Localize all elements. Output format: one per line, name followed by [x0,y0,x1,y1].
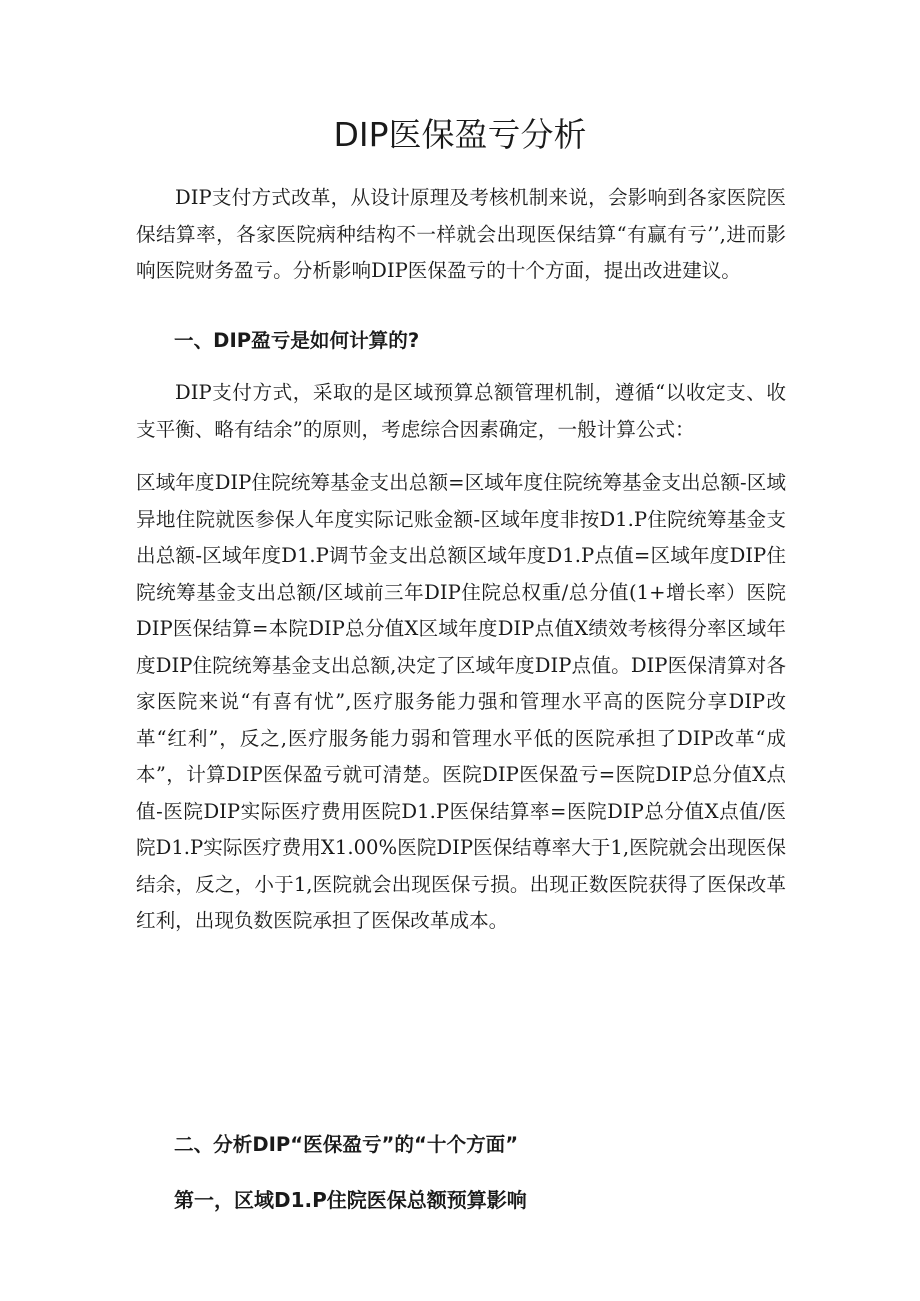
document-title: DIP医保盈亏分析 [333,115,587,154]
section1-heading: 一、DIP盈亏是如何计算的? [174,329,420,352]
section2-heading: 二、分析DIP“医保盈亏”的“十个方面” [174,1133,519,1156]
formula-paragraph: 区域年度DIP住院统筹基金支出总额=区域年度住院统筹基金支出总额-区域异地住院就医参保人年度实际记账金额-区域年度非按D1.P住院统筹基金支出总额-区域年度D1.P调节金支出总额区域年度D1.P点值=区域年度DIP住院统筹基金支出总额/区域前三年DIP住院总权重/总分值(1+增长率）医院DIP医保结算=本院DIP总分值X区域年度DIP点值X绩效考核得分率区域年度DIP住院统筹基金支出总额,决定了区域年度DIP点值。DIP医保清算对各家医院来说“有喜有忧”,医疗服务能力强和管理水平高的医院分享DIP改革“红利”，反之,医疗服务能力弱和管理水平低的医院承担了DIP改革“成本”，计算DIP医保盈亏就可清楚。医院DIP医保盈亏=医院DIP总分值X点值-医院DIP实际医疗费用医院D1.P医保结算率=医院DIP总分值X点值/医院D1.P实际医疗费用X1.00%医院DIP医保结尊率大于1,医院就会出现医保结余，反之，小于1,医院就会出现医保亏损。出现正数医院获得了医保改革红利，出现负数医院承担了医保改革成本。 [136,471,786,932]
section1-paragraph: DIP支付方式，采取的是区域预算总额管理机制，遵循“以收定支、收支平衡、略有结余”的原则，考虑综合因素确定，一般计算公式： [136,381,786,441]
intro-paragraph: DIP支付方式改革，从设计原理及考核机制来说，会影响到各家医院医保结算率，各家医院病种结构不一样就会出现医保结算“有赢有亏’’,进而影响医院财务盈亏。分析影响DIP医保盈亏的十个方面，提出改进建议。 [136,186,786,282]
subsection1-heading: 第一，区域D1.P住院医保总额预算影响 [174,1188,527,1212]
